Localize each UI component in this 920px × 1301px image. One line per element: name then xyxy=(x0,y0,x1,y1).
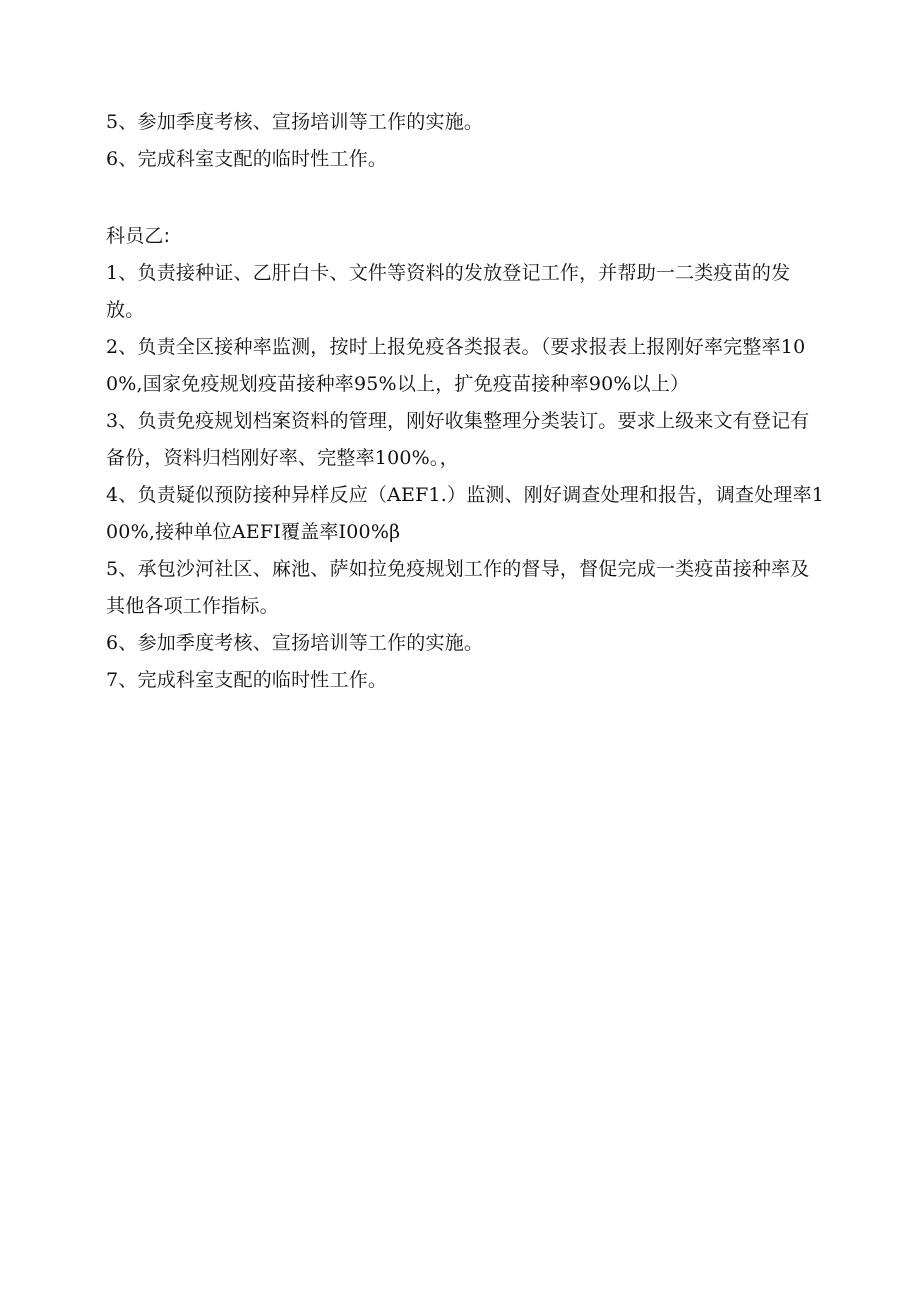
list-item: 1、负责接种证、乙肝白卡、文件等资料的发放登记工作，并帮助一二类疫苗的发放。 xyxy=(106,262,791,321)
list-item: 6、完成科室支配的临时性工作。 xyxy=(106,148,388,170)
top-items-list xyxy=(106,104,826,178)
list-item: 2、负责全区接种率监测，按时上报免疫各类报表。（要求报表上报刚好率完整率100%,国家免疫规划疫苗接种率95%以上，扩免疫苗接种率90%以上） xyxy=(106,336,806,395)
section-title: 科员乙: xyxy=(106,225,171,247)
document-content xyxy=(106,104,826,699)
list-item: 6、参加季度考核、宣扬培训等工作的实施。 xyxy=(106,632,484,654)
list-item: 7、完成科室支配的临时性工作。 xyxy=(106,669,388,691)
list-item: 5、参加季度考核、宣扬培训等工作的实施。 xyxy=(106,111,484,133)
list-item: 5、承包沙河社区、麻池、萨如拉免疫规划工作的督导，督促完成一类疫苗接种率及其他各项工作指标。 xyxy=(106,558,810,617)
list-item: 3、负责免疫规划档案资料的管理，刚好收集整理分类装订。要求上级来文有登记有备份，资料归档刚好率、完整率100%。， xyxy=(106,410,810,469)
section-items-list xyxy=(106,255,826,699)
list-item: 4、负责疑似预防接种异样反应（AEF1.）监测、刚好调查处理和报告，调查处理率100%,接种单位AEFI覆盖率I00%β xyxy=(106,484,825,543)
